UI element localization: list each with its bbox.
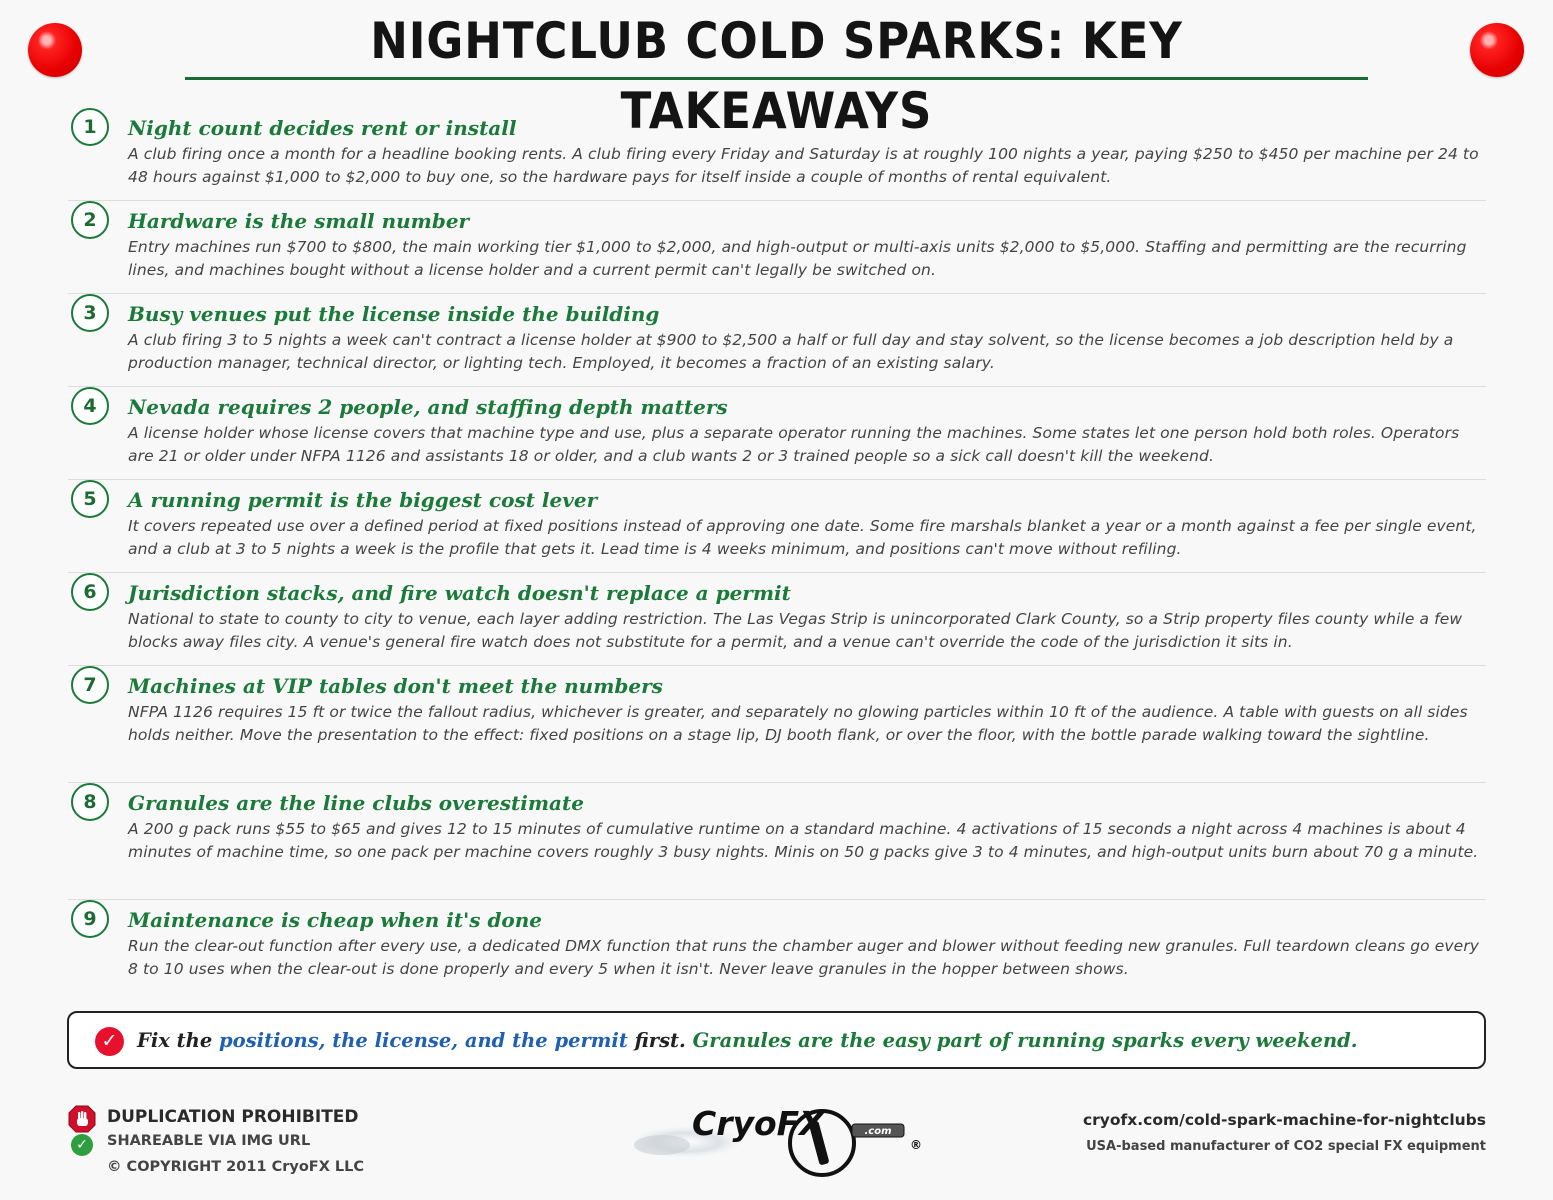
number-badge: 7 xyxy=(71,666,109,704)
takeaway-title: Busy venues put the license inside the building xyxy=(128,302,660,326)
takeaway-title: Jurisdiction stacks, and fire watch doesn't replace a permit xyxy=(128,581,791,605)
callout-box xyxy=(67,1011,1486,1069)
number-badge: 5 xyxy=(71,480,109,518)
takeaway-title: Night count decides rent or install xyxy=(128,116,517,140)
takeaway-body: It covers repeated use over a defined period at fixed positions instead of approving one date. Some fire marshals blanket a year or a month against a fee per single event, and a club at 3 to 5 nights a week is the profile that gets it. Lead time is 4 weeks minimum, and positions can't move without refiling. xyxy=(128,517,1477,559)
takeaway-item-3 xyxy=(68,294,1486,387)
takeaway-item-1 xyxy=(68,108,1486,201)
footer-url-link[interactable]: cryofx.com/cold-spark-machine-for-nightclubs xyxy=(1082,1111,1486,1129)
number-badge: 3 xyxy=(71,294,109,332)
takeaway-title: Maintenance is cheap when it's done xyxy=(128,908,543,932)
number-badge: 9 xyxy=(71,900,109,938)
callout-part-2: positions, the license, and the permit xyxy=(219,1029,628,1052)
logo-main-text: CryoFX xyxy=(692,1104,825,1143)
takeaway-body: NFPA 1126 requires 15 ft or twice the fallout radius, whichever is greater, and separately no glowing particles within 10 ft of the audience. A table with guests on all sides holds neither. Move the presentation to the effect: fixed positions on a stage lip, DJ booth flank, or over the floor, with the bottle parade walking toward the sightline. xyxy=(128,703,1468,745)
takeaway-title: Hardware is the small number xyxy=(128,209,470,233)
number-badge: 6 xyxy=(71,573,109,611)
takeaway-item-9 xyxy=(68,900,1486,986)
takeaway-body: A club firing 3 to 5 nights a week can't contract a license holder at $900 to $2,500 a half or full day and stay solvent, so the license becomes a job description held by a production manager, technical director, or lighting tech. Employed, it becomes a fraction of an existing salary. xyxy=(128,331,1454,373)
takeaway-item-8 xyxy=(68,783,1486,900)
takeaway-item-4 xyxy=(68,387,1486,480)
title-underline xyxy=(185,77,1368,80)
takeaway-title: Granules are the line clubs overestimate xyxy=(128,791,584,815)
takeaway-item-6 xyxy=(68,573,1486,666)
takeaway-body: A club firing once a month for a headline booking rents. A club firing every Friday and Saturday is at roughly 100 nights a year, paying $250 to $450 per machine per 24 to 48 hours against $1,000 to $2,000 to buy one, so the hardware pays for itself inside a couple of months of rental equivalent. xyxy=(128,145,1479,187)
page-title: NIGHTCLUB COLD SPARKS: KEY TAKEAWAYS xyxy=(370,12,1183,140)
number-badge: 4 xyxy=(71,387,109,425)
number-badge: 1 xyxy=(71,108,109,146)
takeaway-body: Entry machines run $700 to $800, the main working tier $1,000 to $2,000, and high-output or multi-axis units $2,000 to $5,000. Staffing and permitting are the recurring lines, and machines bought without a license holder and a current permit can't legally be switched on. xyxy=(128,238,1467,280)
shareable-text: SHAREABLE VIA IMG URL xyxy=(107,1133,311,1149)
footer-tagline: USA-based manufacturer of CO2 special FX equipment xyxy=(1086,1139,1486,1154)
footer-contact xyxy=(1083,1108,1486,1162)
duplication-prohibited-text: DUPLICATION PROHIBITED xyxy=(107,1107,359,1127)
takeaway-title: Machines at VIP tables don't meet the numbers xyxy=(128,674,663,698)
logo-registered-text: ® xyxy=(910,1138,922,1152)
callout-part-1: Fix the xyxy=(137,1029,220,1052)
number-badge: 2 xyxy=(71,201,109,239)
takeaway-item-7 xyxy=(68,666,1486,783)
number-badge: 8 xyxy=(71,783,109,821)
callout-part-4: Granules are the easy part of running sparks every weekend. xyxy=(692,1029,1358,1052)
takeaway-item-2 xyxy=(68,201,1486,294)
takeaway-item-5 xyxy=(68,480,1486,573)
logo-com-text: .com xyxy=(864,1126,892,1137)
takeaway-body: Run the clear-out function after every use, a dedicated DMX function that runs the chamber auger and blower without feeding new granules. Full teardown cleans go every 8 to 10 uses when the clear-out is done properly and every 5 when it isn't. Never leave granules in the hopper between shows. xyxy=(128,937,1480,979)
takeaway-body: National to state to county to city to venue, each layer adding restriction. The Las Vegas Strip is unincorporated Clark County, so a Strip property files county while a few blocks away files city. A venue's general fire watch does not substitute for a permit, and a venue can't override the code of the jurisdiction it sits in. xyxy=(128,610,1463,652)
cryofx-logo xyxy=(632,1085,932,1180)
callout-text xyxy=(137,1025,1358,1057)
takeaways-list xyxy=(68,108,1486,986)
red-dot-left-icon xyxy=(28,23,82,77)
red-dot-right-icon xyxy=(1470,23,1524,77)
copyright-text: © COPYRIGHT 2011 CryoFX LLC xyxy=(107,1159,365,1175)
takeaway-title: Nevada requires 2 people, and staffing depth matters xyxy=(128,395,728,419)
callout-part-3: first. xyxy=(627,1029,693,1052)
checkmark-icon: ✓ xyxy=(95,1027,124,1056)
takeaway-body: A 200 g pack runs $55 to $65 and gives 12 to 15 minutes of cumulative runtime on a standard machine. 4 activations of 15 seconds a night across 4 machines is about 4 minutes of machine time, so one pack per machine covers roughly 3 busy nights. Minis on 50 g packs give 3 to 4 minutes, and high-output units burn about 70 g a minute. xyxy=(128,820,1479,862)
stop-hand-icon xyxy=(68,1105,96,1133)
takeaway-title: A running permit is the biggest cost lever xyxy=(128,488,598,512)
green-check-icon: ✓ xyxy=(71,1134,93,1156)
takeaway-body: A license holder whose license covers that machine type and use, plus a separate operator running the machines. Some states let one person hold both roles. Operators are 21 or older under NFPA 1126 and assistants 18 or older, and a club wants 2 or 3 trained people so a sick call doesn't kill the weekend. xyxy=(128,424,1460,466)
